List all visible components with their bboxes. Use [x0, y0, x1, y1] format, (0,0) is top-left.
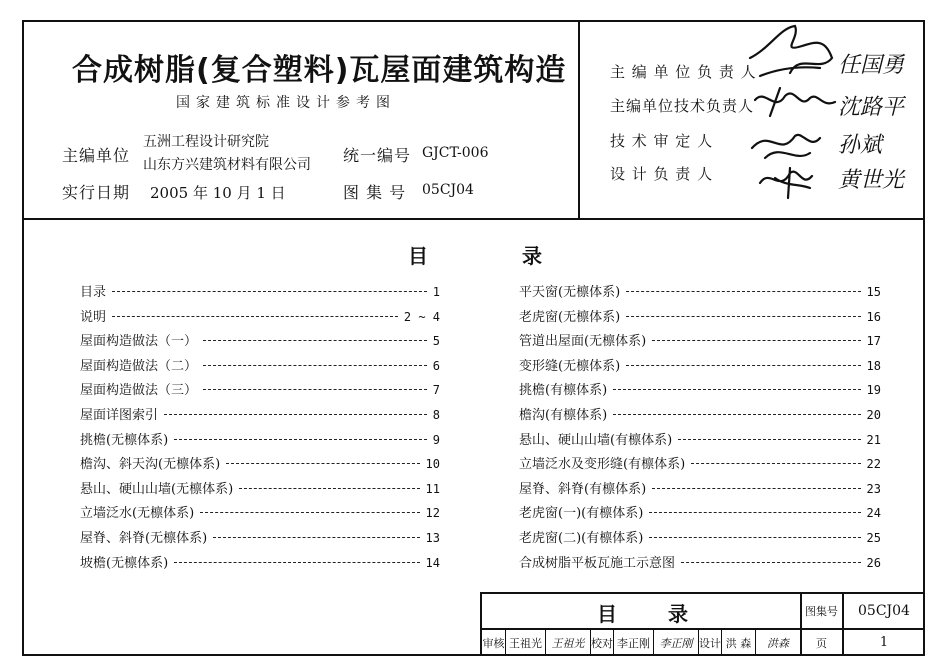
toc-leader-dashes	[203, 340, 427, 341]
toc-entry-page: 18	[866, 358, 881, 373]
toc-entry-title: 坡檐(无檩体系)	[80, 555, 169, 571]
toc-entry-page: 17	[866, 334, 881, 349]
toc-leader-dashes	[613, 414, 860, 415]
titleblock-name-right: 录	[668, 602, 688, 626]
toc-entry-title: 屋面构造做法（三）	[80, 383, 198, 399]
toc-entry-title: 老虎窗(二)(有檩体系)	[519, 531, 644, 546]
toc-entry-page: 7	[432, 383, 440, 398]
toc-entry	[80, 281, 440, 303]
toc-leader-dashes	[626, 316, 860, 317]
toc-leader-dashes	[164, 414, 427, 415]
resp-label-1: 主 编 单 位 负 责 人	[610, 63, 757, 81]
toc-entry-title: 屋面详图索引	[80, 408, 159, 423]
toc-entry-page: 10	[425, 457, 440, 472]
titleblock-proof-name: 李正刚	[617, 636, 650, 650]
toc-entry-page: 12	[425, 506, 440, 521]
toc-heading-left: 目	[408, 244, 428, 268]
toc-leader-dashes	[213, 537, 419, 538]
toc-entry-page: 2 ~ 4	[403, 309, 440, 324]
toc-entry-title: 挑檐(无檩体系)	[80, 432, 169, 448]
toc-entry	[519, 552, 881, 574]
toc-entry	[519, 281, 881, 303]
toc-entry-title: 屋面构造做法（一）	[80, 334, 198, 350]
toc-entry-page: 1	[432, 285, 440, 299]
titleblock-atlas-value: 05CJ04	[858, 603, 910, 619]
toc-entry-page: 22	[866, 457, 881, 472]
toc-entry-page: 25	[866, 531, 881, 545]
toc-entry-page: 19	[866, 383, 881, 398]
effective-date-value: 2005 年 10 月 1 日	[150, 184, 286, 202]
toc-entry-title: 檐沟、斜天沟(无檩体系)	[80, 457, 221, 473]
toc-leader-dashes	[239, 488, 419, 489]
toc-leader-dashes	[649, 512, 860, 513]
toc-entry	[519, 478, 881, 500]
toc-leader-dashes	[203, 389, 427, 390]
toc-entry	[80, 552, 440, 574]
signature-4: 黄世光	[838, 168, 905, 193]
atlas-number-label: 图 集 号	[343, 183, 407, 202]
toc-entry-title: 屋脊、斜脊(有檩体系)	[519, 481, 647, 497]
toc-entry-title: 平天窗(无檩体系)	[519, 285, 621, 300]
toc-entry-title: 管道出屋面(无檩体系)	[519, 334, 647, 350]
toc-entry	[80, 429, 440, 451]
toc-entry-page: 6	[432, 358, 440, 373]
toc-entry	[80, 306, 440, 328]
toc-entry	[519, 527, 881, 549]
toc-entry-title: 老虎窗(无檩体系)	[519, 309, 621, 325]
header-bottom-rule	[22, 218, 925, 220]
editor-unit-1: 五洲工程设计研究院	[143, 134, 269, 150]
toc-entry-page: 9	[432, 432, 440, 447]
toc-leader-dashes	[626, 365, 860, 366]
toc-entry	[80, 355, 440, 377]
toc-entry	[80, 478, 440, 500]
titleblock-proof-label: 校对	[591, 636, 613, 650]
toc-leader-dashes	[681, 562, 861, 563]
toc-leader-dashes	[652, 340, 860, 341]
toc-leader-dashes	[678, 439, 860, 440]
titleblock-review-signature: 王祖光	[551, 636, 585, 650]
toc-entry	[519, 502, 881, 524]
toc-entry-title: 合成树脂平板瓦施工示意图	[519, 555, 676, 571]
toc-leader-dashes	[626, 291, 860, 292]
toc-entry-page: 11	[425, 481, 440, 496]
toc-leader-dashes	[613, 389, 860, 390]
toc-entry-title: 变形缝(无檩体系)	[519, 358, 621, 374]
toc-entry-page: 14	[425, 555, 440, 570]
titleblock-atlas-label: 图集号	[805, 605, 838, 618]
unified-number-label: 统一编号	[343, 146, 412, 165]
toc-leader-dashes	[226, 463, 419, 464]
toc-leader-dashes	[174, 439, 427, 440]
toc-entry-title: 挑檐(有檩体系)	[519, 383, 608, 399]
toc-entry-page: 16	[866, 309, 881, 324]
toc-entry	[519, 330, 881, 352]
titleblock-review-label: 审核	[482, 636, 505, 650]
toc-entry	[80, 453, 440, 475]
toc-entry-page: 24	[866, 506, 881, 521]
editor-unit-2: 山东方兴建筑材料有限公司	[143, 157, 311, 173]
toc-entry-title: 屋面构造做法（二）	[80, 358, 198, 374]
toc-entry	[519, 404, 881, 426]
signature-3: 孙斌	[838, 133, 883, 158]
toc-entry-title: 立墙泛水(无檩体系)	[80, 506, 195, 522]
toc-entry	[519, 355, 881, 377]
toc-leader-dashes	[652, 488, 860, 489]
toc-entry-page: 23	[866, 481, 881, 496]
toc-entry-title: 悬山、硬山山墙(有檩体系)	[519, 432, 673, 448]
toc-entry	[519, 306, 881, 328]
toc-entry	[519, 429, 881, 451]
titleblock-design-label: 设计	[699, 636, 721, 650]
titleblock-design-name: 洪 森	[725, 636, 752, 650]
signature-2: 沈路平	[838, 95, 905, 120]
toc-entry	[80, 404, 440, 426]
toc-entry	[80, 527, 440, 549]
editor-label: 主编单位	[62, 146, 131, 165]
atlas-subtitle: 国家建筑标准设计参考图	[176, 95, 396, 111]
unified-number-value: GJCT-006	[422, 145, 489, 161]
toc-leader-dashes	[691, 463, 860, 464]
toc-leader-dashes	[203, 365, 427, 366]
titleblock-proof-signature: 李正刚	[659, 636, 693, 650]
header-divider	[578, 20, 580, 219]
toc-leader-dashes	[112, 316, 398, 317]
titleblock-name-left: 目	[597, 602, 617, 626]
toc-leader-dashes	[200, 512, 419, 513]
resp-label-4: 设 计 负 责 人	[610, 165, 714, 183]
toc-entry	[519, 453, 881, 475]
toc-entry-title: 老虎窗(一)(有檩体系)	[519, 506, 644, 522]
toc-entry-page: 20	[866, 408, 881, 422]
toc-entry-title: 立墙泛水及变形缝(有檩体系)	[519, 457, 686, 473]
toc-entry-title: 屋脊、斜脊(无檩体系)	[80, 531, 208, 546]
resp-label-2: 主编单位技术负责人	[610, 97, 755, 115]
toc-entry-title: 悬山、硬山山墙(无檩体系)	[80, 481, 234, 497]
toc-leader-dashes	[112, 291, 427, 292]
resp-label-3: 技 术 审 定 人	[610, 132, 714, 150]
toc-heading-right: 录	[522, 244, 542, 268]
toc-entry-page: 8	[432, 408, 440, 422]
toc-entry	[80, 502, 440, 524]
titleblock-page-value: 1	[879, 635, 889, 650]
toc-entry-title: 目录	[80, 285, 107, 300]
toc-entry-page: 26	[866, 555, 881, 570]
toc-entry-page: 21	[866, 432, 881, 447]
toc-entry-page: 5	[432, 334, 440, 349]
toc-entry-page: 15	[866, 285, 881, 299]
titleblock-page-label: 页	[816, 636, 827, 650]
signature-1: 任国勇	[838, 53, 905, 78]
handwritten-signatures	[740, 18, 840, 203]
toc-entry	[80, 379, 440, 401]
toc-entry-page: 13	[425, 531, 440, 545]
atlas-title: 合成树脂(复合塑料)瓦屋面建筑构造	[72, 53, 567, 88]
titleblock-review-name: 王祖光	[509, 636, 542, 650]
toc-entry-title: 说明	[80, 309, 107, 325]
titleblock-design-signature: 洪森	[767, 636, 789, 650]
toc-leader-dashes	[649, 537, 860, 538]
toc-entry	[80, 330, 440, 352]
toc-entry-title: 檐沟(有檩体系)	[519, 408, 608, 423]
toc-leader-dashes	[174, 562, 419, 563]
effective-date-label: 实行日期	[62, 183, 131, 202]
atlas-number-value: 05CJ04	[422, 182, 474, 198]
toc-entry	[519, 379, 881, 401]
